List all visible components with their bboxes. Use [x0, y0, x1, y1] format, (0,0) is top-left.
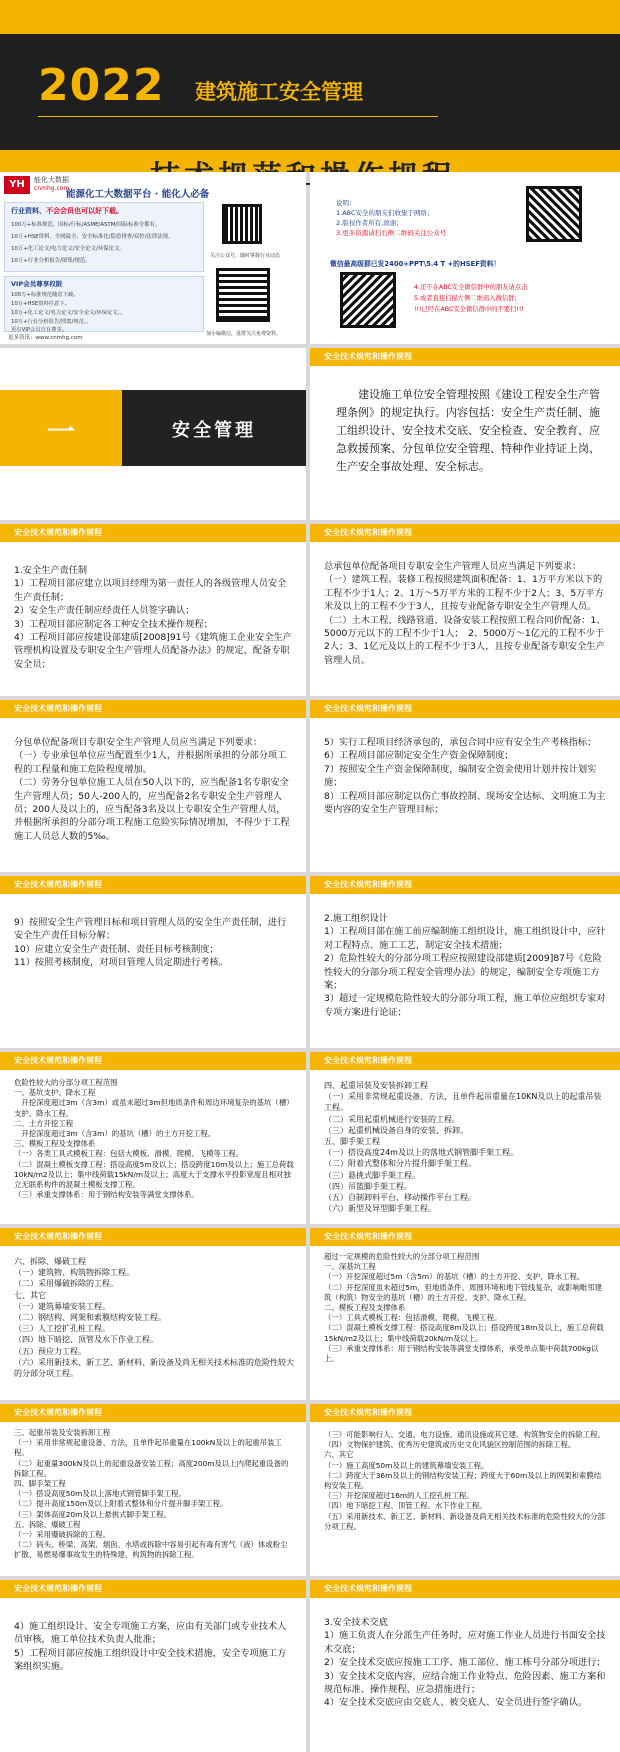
ad-logo: YH — [4, 176, 30, 194]
slide-10 — [310, 1052, 620, 1224]
slide-13 — [0, 1404, 306, 1576]
slide-header: 安全技术规范和操作规程 — [0, 1228, 306, 1246]
slide-text: 危险性较大的分部分项工程范围 一、基坑支护、降水工程 开挖深度超过3m（含3m）或虽未超过3m但地质条件和周边环境复杂的基坑（槽）支护、降水工程。 二、土方开挖工程 开挖深度超过3m（含3m）的基坑（槽）的土方开挖工程。 三、模板工程及支撑体系 （一）各类工具式模板工程：包括大模板、滑模、爬模、飞模等工程。 （二）混凝土模板支撑工程：搭设高度5m及以上；搭设跨度10m及以上；施工总荷载10kN/m2及以上；集中线荷载15kN/m及以上；高度大于支撑水平投影宽度且相对独立无联系构件的混凝土模板支撑工程。 （三）承重支撑体系：用于钢结构安装等满堂支撑体系。 — [14, 1078, 294, 1200]
slide-8 — [310, 876, 620, 1048]
slide-header: 安全技术规范和操作规程 — [310, 1052, 620, 1070]
ad-slogan: 能源化工大数据平台 · 能化人必备 — [66, 189, 210, 200]
ad-note2-0: 4.还不在ABC安全微信群中的朋友请点击 — [414, 284, 528, 291]
slide-header: 安全技术规范和操作规程 — [310, 1228, 620, 1246]
ad-qr1-caption: 关注公众号，随时掌握行业动态 — [210, 253, 281, 259]
ad-note2-1: 5.或者直接扫描左侧二维码入微信群; — [414, 295, 517, 302]
slide-6 — [310, 700, 620, 872]
slide-text: 9）按照安全生产管理目标和项目管理人员的安全生产责任制，进行安全生产责任目标分解； 10）应建立安全生产责任制、责任目标考核制度； 11）按照考核制度，对项目管理人员定期进行考核。 — [14, 917, 287, 969]
ad-qr-code-4 — [340, 272, 396, 328]
ad-vip-box — [4, 276, 204, 332]
ad-note-0: 1.ABC安全的朋友们收集于网络； — [336, 209, 434, 217]
cover-subtitle-band — [0, 150, 620, 172]
slide-2 — [310, 348, 620, 520]
ad-qr-code-2 — [216, 268, 270, 322]
cover-top-yellow-band — [0, 0, 620, 34]
ad-vip-item-3: 10万+行业分析报告/图集/规范。。 — [11, 319, 92, 325]
slide-header: 安全技术规范和操作规程 — [310, 1404, 620, 1422]
ad-logo-text: 能化大数据 — [34, 176, 69, 184]
ad-industry-box — [4, 202, 204, 272]
slide-text: 5）实行工程项目经济承包的，承包合同中应有安全生产考核指标； 6）工程项目部应制定安全生产资金保障制度； 7）按照安全生产资金保障制度，编制安全资金使用计划并按计划实施； 8）工程项目部应制定以伤亡事故控制、现场安全达标、文明施工为主要内容的安全生产管理目标； — [324, 737, 606, 816]
ad-logo-url: cnmhg.com — [34, 185, 70, 192]
slide-9 — [0, 1052, 306, 1224]
cover-title: 建筑施工安全管理 — [195, 80, 363, 104]
ad-item-2: 10万+化工论文/电力论文/安全论文/环保论文。 — [11, 246, 125, 252]
slide-text: 分包单位配备项目专职安全生产管理人员应当满足下列要求： （一）专业承包单位应当配置至少1人，并根据所承担的分部分项工程的工程量和施工危险程度增加。 （二）劳务分包单位施工人员在50人以下的，应当配备1名专职安全生产管理人员；50人-200人的，应当配备2名专职安全生产管理人员；200人及以上的，应当配备3名及以上专职安全生产管理人员，并根据所承担的分部分项工程施工危险实际情况增加，不得少于工程施工人员总人数的5‰。 — [14, 737, 290, 842]
slide-text: 超过一定规模的危险性较大的分部分项工程范围 一、深基坑工程 （一）开挖深度超过5m（含5m）的基坑（槽）的土方开挖、支护、降水工程。 （二）开挖深度虽未超过5m，但地质条件、周围环境和地下管线复杂，或影响毗邻建筑（构筑）物安全的基坑（槽）的土方开挖、支护、降水工程。 二、模板工程及支撑体系 （一）工具式模板工程：包括滑模、爬模、飞模工程。 （二）混凝土模板支撑工程：搭设高度8m及以上；搭设跨度18m及以上，施工总荷载15kN/m2及以上；集中线荷载20kN/m及以上。 （三）承重支撑体系：用于钢结构安装等满堂支撑体系，承受单点集中荷载700kg以上。 — [324, 1252, 604, 1364]
ad-qr-code-3 — [526, 186, 582, 242]
ad-industry-red: 不会会员也可以好下载。 — [46, 207, 123, 215]
ad-note-1: 2.版权作者所有,致谢； — [336, 219, 403, 227]
cover-year: 2022 — [38, 60, 165, 111]
slide-header: 安全技术规范和操作规程 — [0, 1052, 306, 1070]
ad-vip-title: VIP会员尊享权限 — [11, 280, 63, 288]
ad-industry-title — [11, 206, 123, 216]
ad-note-title: 说明： — [336, 199, 356, 207]
slide-text: 2.施工组织设计 1）工程项目部在施工前应编制施工组织设计，施工组织设计中，应针对工程特点、施工工艺，制定安全技术措施； 2）危险性较大的分部分项工程应按照建设部建质[2009]87号《危险性较大的分部分项工程安全管理办法》的规定，编制安全专项施工方案； 3）超过一定规模危险性较大的分部分项工程，施工单位应组织专家对专项方案进行论证； — [324, 913, 606, 1018]
ad-vip-url: 更多资讯：www.cnmhg.com — [8, 335, 83, 341]
cover-slide — [0, 0, 620, 172]
slide-header: 安全技术规范和操作规程 — [0, 524, 306, 542]
slide-text: 四、起重吊装及安装拆卸工程 （一）采用非常规起重设备、方法，且单件起吊重量在10KN及以上的起重吊装工程。 （二）采用起重机械进行安装的工程。 （三）起重机械设备自身的安装、拆卸。 五、脚手架工程 （一）搭设高度24m及以上的落地式钢管脚手架工程。 （二）附着式整体和分片提升脚手架工程。 （三）悬挑式脚手架工程。 （四）吊篮脚手架工程。 （五）自制卸料平台、移动操作平台工程。 （六）新型及异型脚手架工程。 — [324, 1081, 602, 1214]
slide-5 — [0, 700, 306, 872]
slide-text: （三）可能影响行人、交通、电力设施、通讯设施或其它建、构筑物安全的拆除工程。 （四）文物保护建筑、优秀历史建筑或历史文化风貌区控制范围的拆除工程。 六、其它 （一）施工高度50m及以上的建筑幕墙安装工程。 （二）跨度大于36m及以上的钢结构安装工程；跨度大于60m及以上的网架和索膜结构安装工程。 （三）开挖深度超过16m的人工挖孔桩工程。 （四）地下暗挖工程、顶管工程、水下作业工程。 （五）采用新技术、新工艺、新材料、新设备及尚无相关技术标准的危险性较大的分部分项工程。 — [324, 1430, 605, 1531]
ad-vip-more: 更有VIP会员自有尊享。 — [11, 327, 68, 333]
ad-qr-code-1 — [222, 204, 262, 244]
ad-left-panel — [0, 172, 306, 344]
slide-header: 安全技术规范和操作规程 — [0, 1404, 306, 1422]
slide-header: 安全技术规范和操作规程 — [310, 524, 620, 542]
slide-3 — [0, 524, 306, 696]
ad-note-2: 3.更多资源请扫右侧二维码关注公众号 — [336, 229, 447, 237]
slide-15 — [0, 1580, 306, 1752]
slide-4 — [310, 524, 620, 696]
ad-right-panel — [310, 172, 620, 344]
slide-16 — [310, 1580, 620, 1752]
section-title-box — [122, 390, 306, 466]
slide-12 — [310, 1228, 620, 1400]
slide-text: 3.安全技术交底 1）施工负责人在分派生产任务时，应对施工作业人员进行书面安全技术交底； 2）安全技术交底应按施工工序、施工部位、施工栋号分部分项进行； 3）安全技术交底内容，应结合施工作业特点、危险因素、施工方案和规范标准、操作规程、应急措施进行； 4）安全技术交底应由交底人、被交底人、安全员进行签字确认。 — [324, 1617, 606, 1709]
slide-header: 安全技术规范和操作规程 — [310, 876, 620, 894]
ad-wechat-note: 微信最高级群已发2400+PPT\5.4 T +的HSEF资料！ — [330, 260, 501, 268]
slide-text: 1.安全生产责任制 1）工程项目部应建立以项目经理为第一责任人的各级管理人员安全生产责任制； 2）安全生产责任制应经责任人员签字确认； 3）工程项目部应制定各工种安全技术操作规程； 4）工程项目部应按建设部建质[2008]91号《建筑施工企业安全生产管理机构设置及专职安全生产管理人员配备办法》的规定，配备专职安全员； — [14, 565, 292, 670]
cover-divider — [38, 116, 438, 117]
section-title: 安全管理 — [172, 420, 256, 441]
slide-text: 建设施工单位安全管理按照《建设工程安全生产管理条例》的规定执行。内容包括：安全生产责任制、施工组织设计、安全技术交底、安全检查、安全教育、应急救援预案、分包单位安全管理、特种作业持证上岗、生产安全事故处理、安全标志。 — [336, 388, 600, 473]
slide-14 — [310, 1404, 620, 1576]
section-title-slide — [0, 348, 306, 520]
slide-text: 三、起重吊装及安装拆卸工程 （一）采用非常规起重设备、方法，且单件起吊重量在100kN及以上的起重吊装工程。 （二）起重量300kN及以上的起重设备安装工程；高度200m及以上内爬起重设备的拆除工程。 四、脚手架工程 （一）搭设高度50m及以上落地式钢管脚手架工程。 （二）提升高度150m及以上附着式整体和分片提升脚手架工程。 （三）架体高度20m及以上悬挑式脚手架工程。 五、拆除、爆破工程 （一）采用爆破拆除的工程。 （二）码头、桥梁、高架、烟囱、水塔或拆除中容易引起有毒有害气（液）体或粉尘扩散、易燃易爆事故发生的特殊建、构筑物的拆除工程。 — [14, 1428, 289, 1560]
ad-qr2-caption: 加小编微信，进群关注免费资料。 — [206, 331, 282, 337]
ad-note2-2: !!!已经在ABC安全微信群中的不要扫!!! — [414, 306, 524, 313]
slide-header: 安全技术规范和操作规程 — [0, 876, 306, 894]
ad-vip-item-0: 100万+标准规范随意下载。 — [11, 292, 79, 298]
slide-header: 安全技术规范和操作规程 — [310, 348, 620, 366]
slide-7 — [0, 876, 306, 1048]
slide-text: 总承包单位配备项目专职安全生产管理人员应当满足下列要求： （一）建筑工程、装修工程按照建筑面积配备：1、1万平方米以下的工程不少于1人；2、1万～5万平方米的工程不少于2人；3、5万平方米及以上的工程不少于3人，且按专业配备专职安全生产管理人员。 （二）土木工程、线路管道、设备安装工程按照工程合同价配备：1、5000万元以下的工程不少于1人； 2、5000万～1亿元的工程不少于2人；3、1亿元及以上的工程不少于3人，且按专业配备专职安全生产管理人员。 — [324, 561, 606, 666]
ad-industry-title-text: 行业资料、 — [11, 207, 46, 215]
ad-vip-item-2: 10万+化工论文/电力论文/安全论文/环保论文。。 — [11, 310, 126, 316]
slide-text: 六、拆除、爆破工程 （一）建筑物、构筑物拆除工程。 （二）采用爆破拆除的工程。 七、其它 （一）建筑幕墙安装工程。 （二）钢结构、网架和索膜结构安装工程。 （三）人工挖扩孔桩工程。 （四）地下暗挖、顶管及水下作业工程。 （五）预应力工程。 （六）采用新技术、新工艺、新材料、新设备及尚无相关技术标准的危险性较大的分部分项工程。 — [14, 1257, 294, 1379]
ad-vip-item-1: 10万+HSE资料任意下。 — [11, 301, 70, 307]
ad-item-3: 10万+行业分析报告/图集/规范。 — [11, 258, 91, 264]
ad-item-1: 10万+HSE资料，全网最全、安全标准化/隐患排查/双控/法律法规。 — [11, 234, 174, 240]
slide-header: 安全技术规范和操作规程 — [0, 700, 306, 718]
section-number: 一 — [46, 415, 75, 448]
ad-item-0: 100万+标准规范、国标/行标/ASME/ASTM/国际标准全都有。 — [11, 222, 161, 228]
section-number-box — [0, 390, 122, 466]
slide-header: 安全技术规范和操作规程 — [310, 1580, 620, 1598]
slide-11 — [0, 1228, 306, 1400]
slide-header: 安全技术规范和操作规程 — [310, 700, 620, 718]
slide-header: 安全技术规范和操作规程 — [0, 1580, 306, 1598]
slide-text: 4）施工组织设计、安全专项施工方案，应由有关部门或专业技术人员审核，施工单位技术负责人批准； 5）工程项目部应按施工组织设计中安全技术措施，安全专项施工方案组织实施。 — [14, 1621, 287, 1673]
